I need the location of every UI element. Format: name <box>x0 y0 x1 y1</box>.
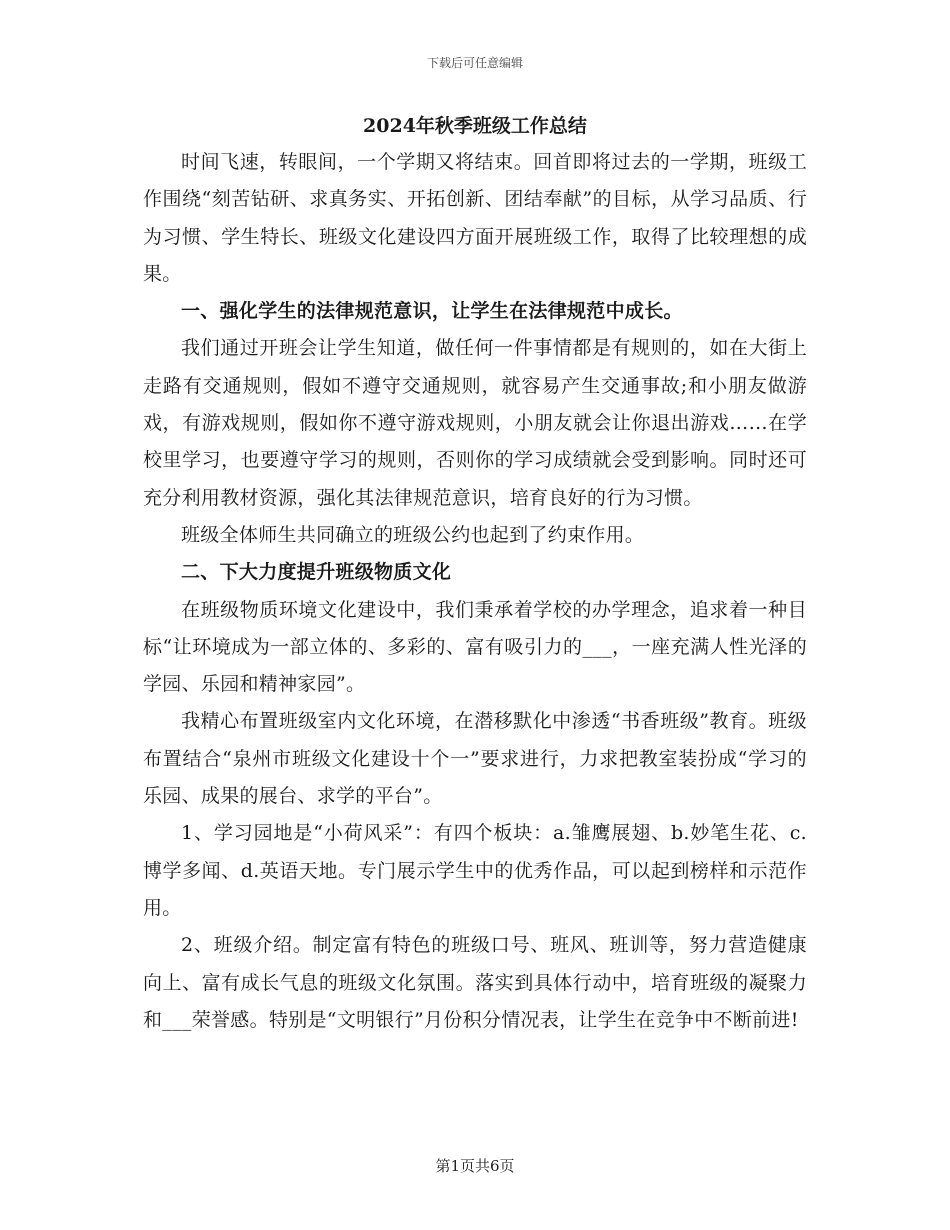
paragraph-rules: 我们通过开班会让学生知道，做任何一件事情都是有规则的，如在大街上走路有交通规则，假如不遵守交通规则，就容易产生交通事故;和小朋友做游戏，有游戏规则，假如你不遵守游戏规则，小朋友就会让你退出游戏……在学校里学习，也要遵守学习的规则，否则你的学习成绩就会受到影响。同时还可充分利用教材资源，强化其法律规范意识，培育良好的行为习惯。 <box>143 337 807 509</box>
paragraph-class-pact: 班级全体师生共同确立的班级公约也起到了约束作用。 <box>181 523 645 546</box>
section-heading-1: 一、强化学生的法律规范意识，让学生在法律规范中成长。 <box>181 300 683 323</box>
page-footer: 第1页共6页 <box>435 1157 515 1175</box>
section-heading-2: 二、下大力度提升班级物质文化 <box>181 561 452 584</box>
paragraph-study-garden: 1、学习园地是“小荷风采”：有四个板块：a.雏鹰展翅、b.妙笔生花、c.博学多闻、d.英语天地。专门展示学生中的优秀作品，可以起到榜样和示范作用。 <box>143 822 807 919</box>
paragraph-class-intro: 2、班级介绍。制定富有特色的班级口号、班风、班训等，努力营造健康向上、富有成长气息的班级文化氛围。落实到具体行动中，培育班级的凝聚力和___荣誉感。特别是“文明银行”月份积分情况表，让学生在竞争中不断前进! <box>143 934 807 1031</box>
paragraph-intro: 时间飞速，转眼间，一个学期又将结束。回首即将过去的一学期，班级工作围绕“刻苦钻研、求真务实、开拓创新、团结奉献”的目标，从学习品质、行为习惯、学生特长、班级文化建设四方面开展班级工作，取得了比较理想的成果。 <box>143 151 807 285</box>
header-note: 下载后可任意编辑 <box>426 56 523 70</box>
paragraph-decoration: 我精心布置班级室内文化环境，在潜移默化中渗透“书香班级”教育。班级布置结合“泉州市班级文化建设十个一”要求进行，力求把教室装扮成“学习的乐园、成果的展台、求学的平台”。 <box>143 710 807 808</box>
document-title: 2024年秋季班级工作总结 <box>363 115 587 137</box>
paragraph-environment: 在班级物质环境文化建设中，我们秉承着学校的办学理念，追求着一种目标“让环境成为一部立体的、多彩的、富有吸引力的___，一座充满人性光泽的学园、乐园和精神家园”。 <box>143 598 807 696</box>
document-body <box>143 108 807 1039</box>
